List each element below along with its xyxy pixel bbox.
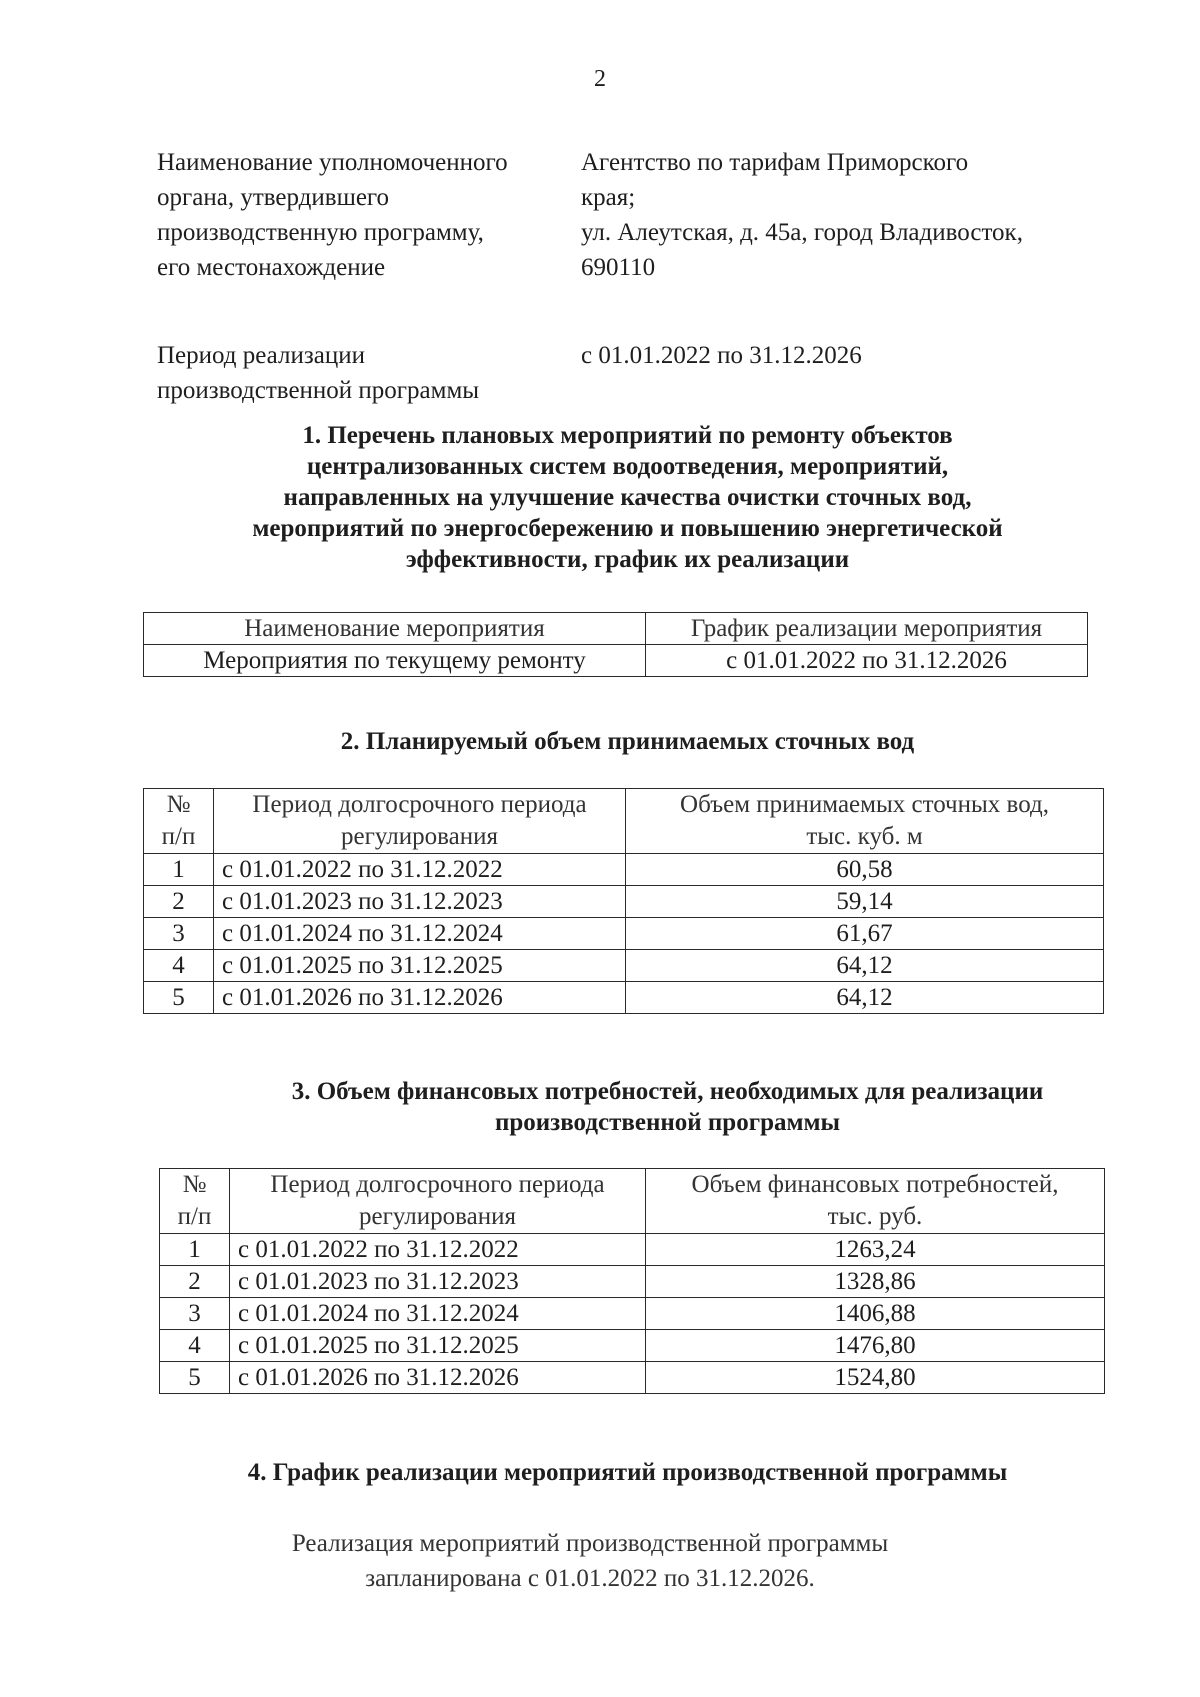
section4-text xyxy=(0,1526,1180,1596)
row-amount: 1328,86 xyxy=(646,1266,1105,1298)
row-volume: 64,12 xyxy=(626,950,1104,982)
section1-title-line: централизованных систем водоотведения, мероприятий, xyxy=(306,453,949,480)
measures-cell-schedule: с 01.01.2022 по 31.12.2026 xyxy=(646,645,1088,677)
section3-title-line: производственной программы xyxy=(494,1109,841,1136)
section2-title-line: 2. Планируемый объем принимаемых сточных вод xyxy=(340,728,915,755)
table-row xyxy=(160,1298,1105,1330)
measures-cell-name: Мероприятия по текущему ремонту xyxy=(144,645,646,677)
row-period: с 01.01.2023 по 31.12.2023 xyxy=(230,1266,646,1298)
financial-needs-table xyxy=(159,1168,1105,1394)
section2-title xyxy=(120,726,1135,757)
section4-text-line: запланирована с 01.01.2022 по 31.12.2026. xyxy=(365,1565,815,1592)
section4-text-line: Реализация мероприятий производственной программы xyxy=(291,1530,889,1557)
row-period: с 01.01.2023 по 31.12.2023 xyxy=(214,886,626,918)
row-number: 5 xyxy=(160,1362,230,1394)
row-period: с 01.01.2022 по 31.12.2022 xyxy=(230,1234,646,1266)
row-period: с 01.01.2025 по 31.12.2025 xyxy=(230,1330,646,1362)
table-row xyxy=(144,854,1104,886)
section3-title xyxy=(160,1076,1175,1138)
row-amount: 1476,80 xyxy=(646,1330,1105,1362)
row-period: с 01.01.2024 по 31.12.2024 xyxy=(214,918,626,950)
page-number: 2 xyxy=(594,66,606,92)
row-period: с 01.01.2022 по 31.12.2022 xyxy=(214,854,626,886)
wastewater-header-num: № п/п xyxy=(144,789,214,854)
authority-value-line: Агентство по тарифам Приморского xyxy=(581,149,969,176)
period-value-line: с 01.01.2022 по 31.12.2026 xyxy=(581,342,862,369)
row-volume: 59,14 xyxy=(626,886,1104,918)
row-number: 4 xyxy=(144,950,214,982)
section1-title-line: 1. Перечень плановых мероприятий по ремонту объектов xyxy=(302,422,953,449)
wastewater-header-period: Период долгосрочного периода регулирования xyxy=(214,789,626,854)
row-number: 2 xyxy=(144,886,214,918)
row-amount: 1406,88 xyxy=(646,1298,1105,1330)
authority-value-line: края; xyxy=(581,184,636,211)
row-number: 3 xyxy=(144,918,214,950)
finance-header-num: № п/п xyxy=(160,1169,230,1234)
authority-label-line: его местонахождение xyxy=(157,254,386,281)
row-volume: 64,12 xyxy=(626,982,1104,1014)
measures-header-name: Наименование мероприятия xyxy=(144,613,646,645)
measures-table xyxy=(143,612,1088,677)
row-period: с 01.01.2026 по 31.12.2026 xyxy=(230,1362,646,1394)
section4-title-line: 4. График реализации мероприятий производственной программы xyxy=(247,1459,1008,1486)
table-row xyxy=(160,1362,1105,1394)
authority-value xyxy=(581,145,1023,285)
authority-label-line: Наименование уполномоченного xyxy=(157,149,508,176)
wastewater-volume-table xyxy=(143,788,1104,1014)
period-value xyxy=(581,338,862,373)
authority-value-line: ул. Алеутская, д. 45а, город Владивосток, xyxy=(581,219,1023,246)
row-period: с 01.01.2025 по 31.12.2025 xyxy=(214,950,626,982)
row-number: 3 xyxy=(160,1298,230,1330)
row-number: 5 xyxy=(144,982,214,1014)
row-period: с 01.01.2026 по 31.12.2026 xyxy=(214,982,626,1014)
period-label-line: Период реализации xyxy=(157,342,365,369)
section1-title-line: направленных на улучшение качества очистки сточных вод, xyxy=(283,484,972,511)
period-label xyxy=(157,338,479,408)
table-row xyxy=(144,982,1104,1014)
row-volume: 61,67 xyxy=(626,918,1104,950)
row-amount: 1263,24 xyxy=(646,1234,1105,1266)
table-row xyxy=(160,1266,1105,1298)
section1-title-line: эффективности, график их реализации xyxy=(405,546,850,573)
row-number: 1 xyxy=(144,854,214,886)
authority-label-line: производственную программу, xyxy=(157,219,484,246)
table-row xyxy=(160,1330,1105,1362)
period-label-line: производственной программы xyxy=(157,377,480,404)
measures-header-schedule: График реализации мероприятия xyxy=(646,613,1088,645)
authority-value-line: 690110 xyxy=(581,254,656,281)
finance-header-period: Период долгосрочного периода регулирования xyxy=(230,1169,646,1234)
table-row xyxy=(144,886,1104,918)
authority-label-line: органа, утвердившего xyxy=(157,184,390,211)
row-number: 2 xyxy=(160,1266,230,1298)
section3-title-line: 3. Объем финансовых потребностей, необходимых для реализации xyxy=(291,1078,1044,1105)
authority-label xyxy=(157,145,508,285)
row-period: с 01.01.2024 по 31.12.2024 xyxy=(230,1298,646,1330)
wastewater-header-volume: Объем принимаемых сточных вод, тыс. куб. м xyxy=(626,789,1104,854)
row-amount: 1524,80 xyxy=(646,1362,1105,1394)
section1-title-line: мероприятий по энергосбережению и повышению энергетической xyxy=(252,515,1003,542)
section1-title xyxy=(120,420,1135,575)
row-number: 1 xyxy=(160,1234,230,1266)
table-row xyxy=(160,1234,1105,1266)
finance-header-amount: Объем финансовых потребностей, тыс. руб. xyxy=(646,1169,1105,1234)
table-row xyxy=(144,950,1104,982)
row-volume: 60,58 xyxy=(626,854,1104,886)
table-row xyxy=(144,918,1104,950)
row-number: 4 xyxy=(160,1330,230,1362)
section4-title xyxy=(120,1457,1135,1488)
